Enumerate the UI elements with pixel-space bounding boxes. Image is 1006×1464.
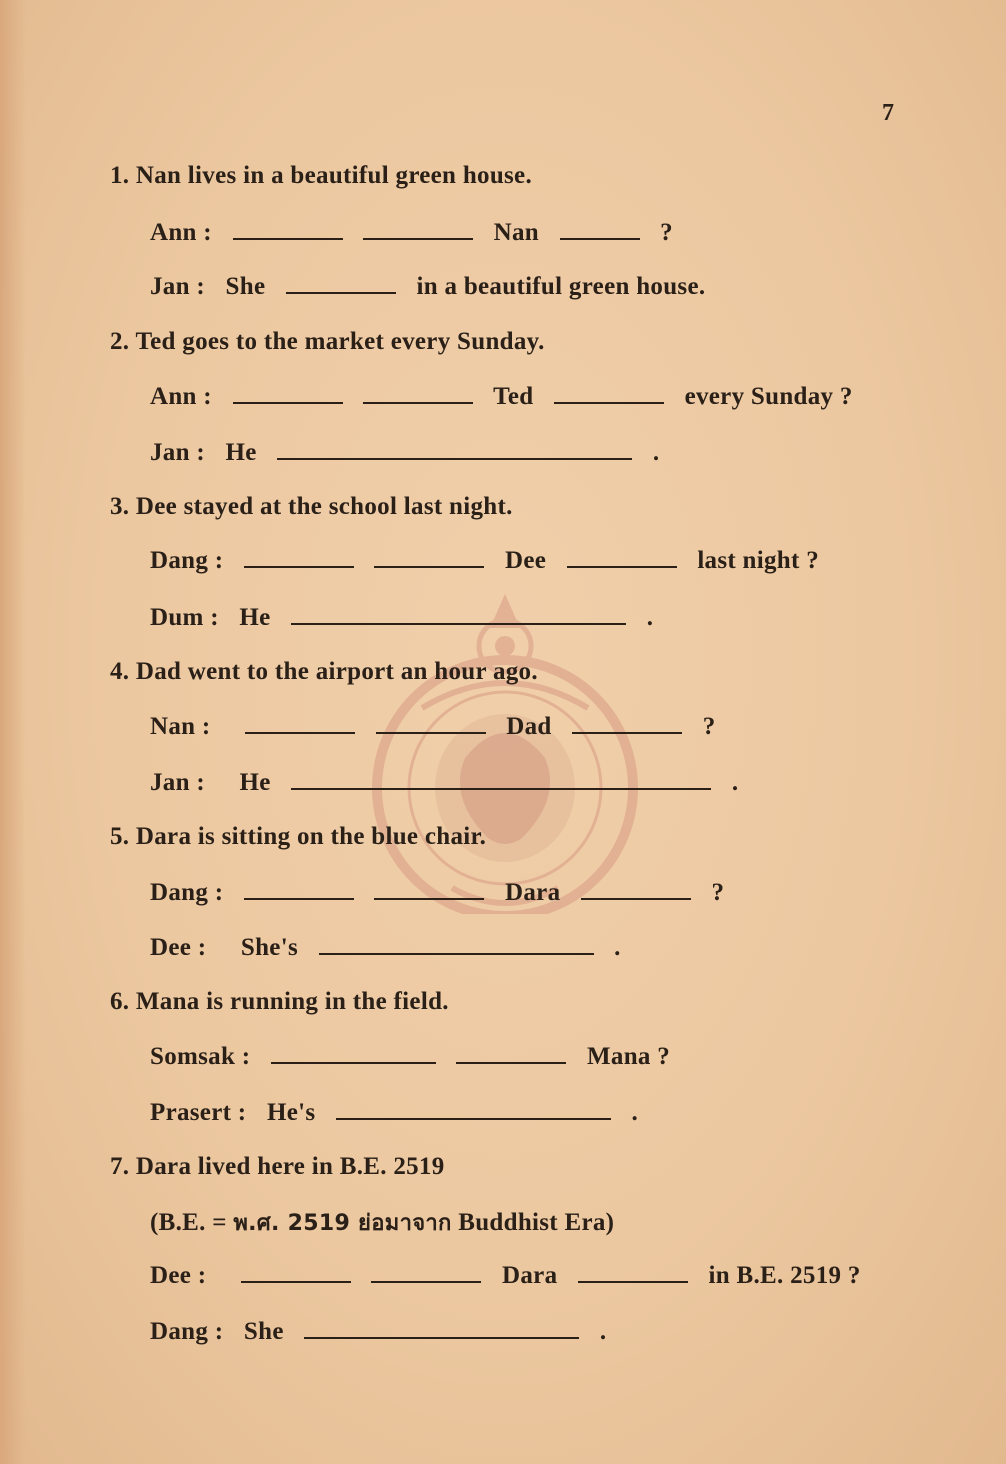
speaker: Dang :: [150, 879, 224, 906]
answer-blank[interactable]: [233, 218, 343, 240]
answer-blank[interactable]: [336, 1098, 611, 1120]
subject-word: Mana ?: [587, 1043, 671, 1070]
line-end: in B.E. 2519 ?: [708, 1262, 861, 1289]
answer-prefix: She: [243, 1318, 284, 1345]
item-3-line-2: [150, 603, 653, 632]
line-end: ?: [660, 219, 673, 246]
item-1-line-2: [150, 272, 705, 301]
answer-blank[interactable]: [291, 768, 711, 790]
answer-blank[interactable]: [560, 218, 640, 240]
item-6-line-1: [150, 1042, 670, 1071]
line-end: last night ?: [697, 547, 819, 574]
item-4-line-1: [150, 712, 716, 741]
speaker: Nan :: [150, 713, 211, 740]
subject-word: Dad: [506, 713, 552, 740]
speaker: Ann :: [150, 383, 212, 410]
speaker: Jan :: [150, 273, 205, 300]
page-spine-shadow: [0, 0, 26, 1464]
note-thai: พ.ศ. 2519 ย่อมาจาก: [233, 1211, 452, 1236]
answer-blank[interactable]: [277, 438, 632, 460]
school-seal-watermark: [362, 588, 648, 914]
answer-blank[interactable]: [363, 218, 473, 240]
answer-blank[interactable]: [271, 1042, 436, 1064]
answer-blank[interactable]: [319, 933, 594, 955]
answer-blank[interactable]: [567, 546, 677, 568]
item-7-line-2: [150, 1317, 606, 1346]
speaker: Dang :: [150, 547, 224, 574]
answer-suffix: in a beautiful green house.: [416, 273, 706, 300]
answer-suffix: .: [646, 604, 654, 631]
answer-blank[interactable]: [456, 1042, 566, 1064]
answer-blank[interactable]: [304, 1317, 579, 1339]
note-english: Buddhist Era): [451, 1209, 615, 1236]
speaker: Dum :: [150, 604, 219, 631]
item-5-line-2: [150, 933, 621, 962]
speaker: Dee :: [150, 934, 207, 961]
item-7-note: [150, 1205, 614, 1240]
answer-blank[interactable]: [572, 712, 682, 734]
page-number: 7: [882, 100, 894, 126]
subject-word: Nan: [493, 219, 539, 246]
answer-prefix: He: [225, 439, 257, 466]
answer-suffix: .: [631, 1099, 639, 1126]
speaker: Ann :: [150, 219, 212, 246]
item-7-line-1: [150, 1261, 861, 1290]
speaker: Somsak :: [150, 1043, 251, 1070]
question-7: 7. Dara lived here in B.E. 2519: [110, 1153, 445, 1180]
speaker: Jan :: [150, 769, 205, 796]
subject-word: Ted: [493, 383, 534, 410]
answer-prefix: He: [239, 769, 271, 796]
question-4: 4. Dad went to the airport an hour ago.: [110, 658, 538, 685]
answer-blank[interactable]: [374, 546, 484, 568]
subject-word: Dara: [502, 1262, 558, 1289]
item-4-line-2: [150, 768, 738, 797]
answer-prefix: She: [225, 273, 266, 300]
item-1-line-1: [150, 218, 673, 247]
answer-blank[interactable]: [244, 878, 354, 900]
answer-blank[interactable]: [554, 382, 664, 404]
item-3-line-1: [150, 546, 819, 575]
item-2-line-2: [150, 438, 659, 467]
speaker: Prasert :: [150, 1099, 247, 1126]
answer-suffix: .: [614, 934, 621, 961]
question-2: 2. Ted goes to the market every Sunday.: [110, 328, 545, 355]
answer-blank[interactable]: [578, 1261, 688, 1283]
item-2-line-1: [150, 382, 853, 411]
item-6-line-2: [150, 1098, 638, 1127]
subject-word: Dara: [505, 879, 561, 906]
speaker: Jan :: [150, 439, 205, 466]
speaker: Dee :: [150, 1262, 207, 1289]
question-5: 5. Dara is sitting on the blue chair.: [110, 823, 487, 850]
answer-suffix: .: [731, 769, 739, 796]
line-end: ?: [711, 879, 725, 906]
answer-suffix: .: [599, 1318, 607, 1345]
answer-blank[interactable]: [376, 712, 486, 734]
answer-blank[interactable]: [244, 546, 354, 568]
answer-blank[interactable]: [371, 1261, 481, 1283]
note-abbr: (B.E. =: [150, 1209, 234, 1236]
line-end: ?: [702, 713, 716, 740]
answer-blank[interactable]: [245, 712, 355, 734]
answer-blank[interactable]: [374, 878, 484, 900]
answer-blank[interactable]: [363, 382, 473, 404]
answer-blank[interactable]: [286, 272, 396, 294]
answer-suffix: .: [652, 439, 660, 466]
answer-prefix: She's: [240, 934, 298, 961]
answer-prefix: He's: [266, 1099, 316, 1126]
question-6: 6. Mana is running in the field.: [110, 988, 449, 1015]
answer-blank[interactable]: [291, 603, 626, 625]
answer-blank[interactable]: [241, 1261, 351, 1283]
item-5-line-1: [150, 878, 724, 907]
question-3: 3. Dee stayed at the school last night.: [110, 493, 513, 520]
answer-blank[interactable]: [233, 382, 343, 404]
answer-blank[interactable]: [581, 878, 691, 900]
question-1: 1. Nan lives in a beautiful green house.: [110, 162, 532, 189]
line-end: every Sunday ?: [684, 383, 853, 410]
subject-word: Dee: [505, 547, 547, 574]
speaker: Dang :: [150, 1318, 224, 1345]
answer-prefix: He: [239, 604, 271, 631]
